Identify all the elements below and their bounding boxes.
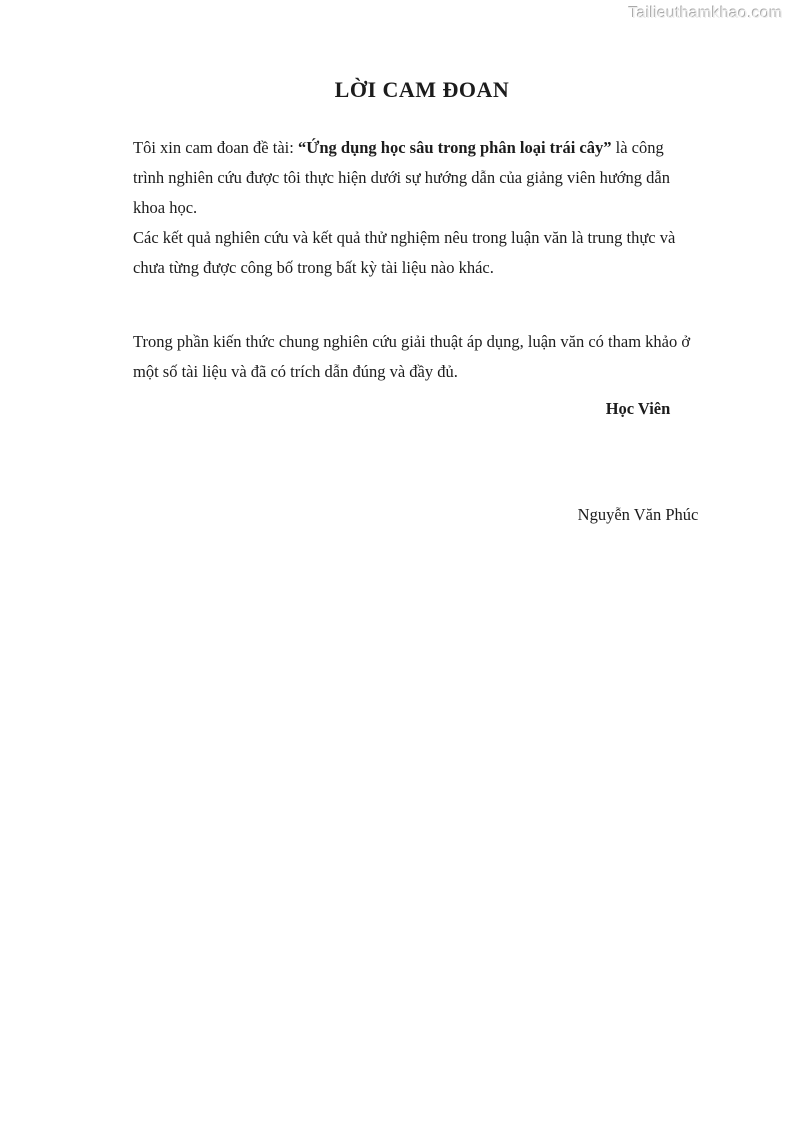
page-title: LỜI CAM ĐOAN (334, 77, 510, 102)
signature-role-label: Học Viên (605, 399, 671, 418)
document-body (133, 0, 711, 530)
paragraph-line: khoa học. (133, 198, 198, 217)
paragraph-line: Trong phần kiến thức chung nghiên cứu giải thuật áp dụng, luận văn có tham khảo ở (133, 332, 691, 351)
signature-name: Nguyễn Văn Phúc (577, 505, 699, 524)
paragraph-line: chưa từng được công bố trong bất kỳ tài liệu nào khác. (133, 258, 494, 277)
thesis-title-bold-text: “Ứng dụng học sâu trong phân loại trái cây” (297, 138, 612, 157)
declaration-paragraph-1 (133, 133, 711, 223)
paragraph-line: Các kết quả nghiên cứu và kết quả thử nghiệm nêu trong luận văn là trung thực và (133, 228, 676, 247)
declaration-paragraph-2 (133, 223, 711, 283)
declaration-paragraph-3 (133, 327, 711, 387)
paragraph-line: trình nghiên cứu được tôi thực hiện dưới sự hướng dẫn của giảng viên hướng dẫn (133, 168, 670, 187)
paragraph-line (133, 133, 711, 163)
watermark-text: Tailieuthamkhao.com (628, 5, 783, 22)
paragraph-line: một số tài liệu và đã có trích dẫn đúng và đầy đủ. (133, 362, 458, 381)
text-run: Tôi xin cam đoan đề tài: (133, 138, 298, 157)
text-run: là công (611, 138, 664, 157)
